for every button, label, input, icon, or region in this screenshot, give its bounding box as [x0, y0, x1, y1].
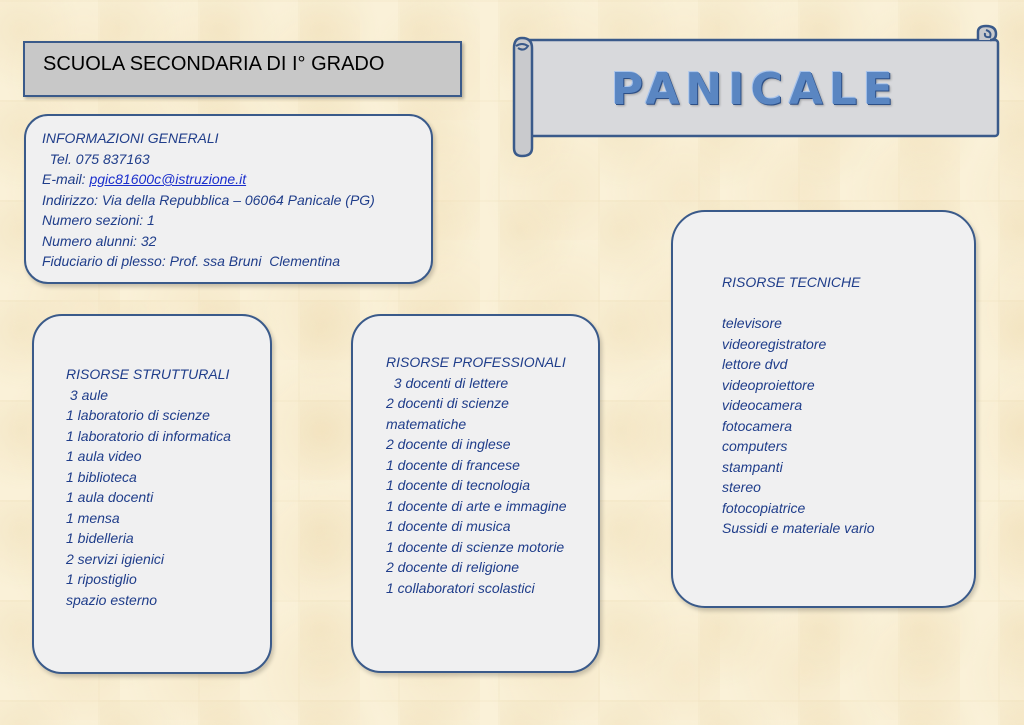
tecniche-item: fotocamera	[722, 417, 793, 434]
professionali-item: 3 docenti di lettere	[386, 374, 509, 391]
professionali-item: 2 docente di religione	[386, 559, 520, 575]
tecniche-item: computers	[722, 438, 788, 454]
info-email-label: E-mail:	[42, 171, 90, 187]
banner-scroll	[508, 24, 1002, 158]
strutturali-heading: RISORSE STRUTTURALI	[66, 366, 230, 382]
strutturali-item: 2 servizi igienici	[66, 550, 165, 567]
tecniche-item: stereo	[722, 479, 761, 495]
professionali-item: 1 collaboratori scolastici	[386, 579, 535, 596]
professionali-item: 1 docente di francese	[386, 456, 520, 473]
info-email-row	[42, 169, 375, 190]
professionali-text	[386, 352, 572, 598]
professionali-item: 2 docente di inglese	[386, 436, 511, 452]
tecniche-item: televisore	[722, 315, 782, 331]
tecniche-item: fotocopiatrice	[722, 499, 806, 516]
info-students: Numero alunni: 32	[42, 232, 157, 249]
professionali-item: 1 docente di musica	[386, 518, 511, 534]
professionali-item: 1 docente di arte e immagine	[386, 497, 567, 514]
info-sections: Numero sezioni: 1	[42, 212, 155, 228]
info-heading: INFORMAZIONI GENERALI	[42, 130, 219, 146]
strutturali-item: 1 biblioteca	[66, 468, 137, 485]
professionali-item: 1 docente di scienze motorie	[386, 538, 565, 555]
professionali-item: 1 docente di tecnologia	[386, 477, 530, 493]
strutturali-item: 1 aula video	[66, 448, 142, 464]
info-trustee: Fiduciario di plesso: Prof. ssa Bruni Clementina	[42, 253, 341, 269]
professionali-item: 2 docenti di scienze matematiche	[386, 395, 509, 432]
banner-title: PANICALE	[611, 64, 899, 115]
info-text	[42, 128, 375, 272]
strutturali-text	[66, 364, 246, 610]
email-link[interactable]: pgic81600c@istruzione.it	[89, 171, 247, 187]
page-title: SCUOLA SECONDARIA DI I° GRADO	[43, 53, 385, 75]
strutturali-item: 1 ripostiglio	[66, 571, 137, 587]
tecniche-item: videocamera	[722, 397, 803, 413]
title-box	[23, 41, 462, 97]
strutturali-item: 1 mensa	[66, 509, 120, 526]
info-tel: Tel. 075 837163	[42, 150, 150, 167]
strutturali-item: 3 aule	[66, 386, 109, 403]
tecniche-item: stampanti	[722, 458, 783, 475]
tecniche-heading: RISORSE TECNICHE	[722, 274, 861, 290]
tecniche-item: lettore dvd	[722, 356, 788, 372]
tecniche-item: videoproiettore	[722, 376, 815, 393]
strutturali-item: 1 laboratorio di informatica	[66, 427, 231, 444]
tecniche-spacer	[722, 293, 875, 314]
strutturali-item: 1 laboratorio di scienze	[66, 407, 210, 423]
strutturali-item: 1 aula docenti	[66, 489, 154, 505]
tecniche-item: Sussidi e materiale vario	[722, 520, 875, 536]
strutturali-item: 1 bidelleria	[66, 530, 134, 546]
tecniche-item: videoregistratore	[722, 335, 827, 352]
tecniche-text	[722, 272, 875, 539]
strutturali-item: spazio esterno	[66, 591, 158, 608]
professionali-heading: RISORSE PROFESSIONALI	[386, 354, 566, 370]
info-address: Indirizzo: Via della Repubblica – 06064 Panicale (PG)	[42, 191, 375, 208]
